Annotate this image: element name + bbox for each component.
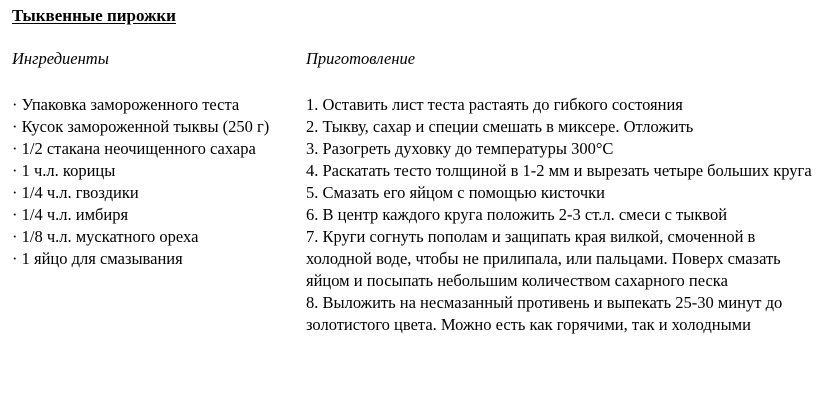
step-item: 6. В центр каждого круга положить 2-3 ст.л. смеси с тыквой xyxy=(306,205,728,224)
ingredient-item: · 1/2 стакана неочищенного сахара xyxy=(12,139,256,158)
step-item: 2. Тыкву, сахар и специи смешать в миксере. Отложить xyxy=(306,117,694,136)
ingredient-item: · 1/4 ч.л. гвоздики xyxy=(12,183,139,202)
ingredient-item: · Кусок замороженной тыквы (250 г) xyxy=(12,117,270,136)
step-item: 1. Оставить лист теста растаять до гибкого состояния xyxy=(306,95,683,114)
recipe-title: Тыквенные пирожки xyxy=(12,6,176,25)
step-item: 7. Круги согнуть пополам и защипать края вилкой, смоченной в холодной воде, чтобы не прилипала, или пальцами. Поверх смазать яйцом и посыпать небольшим количеством сахарного песка xyxy=(306,227,781,290)
ingredient-item: · 1 яйцо для смазывания xyxy=(12,249,183,268)
preparation-steps xyxy=(306,94,824,336)
step-item: 8. Выложить на несмазанный противень и выпекать 25-30 минут до золотистого цвета. Можно есть как горячими, так и холодными xyxy=(306,293,783,334)
preparation-heading: Приготовление xyxy=(306,49,416,68)
ingredients-list xyxy=(12,94,292,270)
step-item: 5. Смазать его яйцом с помощью кисточки xyxy=(306,183,605,202)
step-item: 3. Разогреть духовку до температуры 300°C xyxy=(306,139,614,158)
ingredients-heading: Ингредиенты xyxy=(12,49,109,68)
ingredient-item: · 1/4 ч.л. имбиря xyxy=(12,205,129,224)
ingredient-item: · Упаковка замороженного теста xyxy=(12,95,240,114)
ingredient-item: · 1 ч.л. корицы xyxy=(12,161,116,180)
ingredient-item: · 1/8 ч.л. мускатного ореха xyxy=(12,227,199,246)
step-item: 4. Раскатать тесто толщиной в 1-2 мм и вырезать четыре больших круга xyxy=(306,161,812,180)
